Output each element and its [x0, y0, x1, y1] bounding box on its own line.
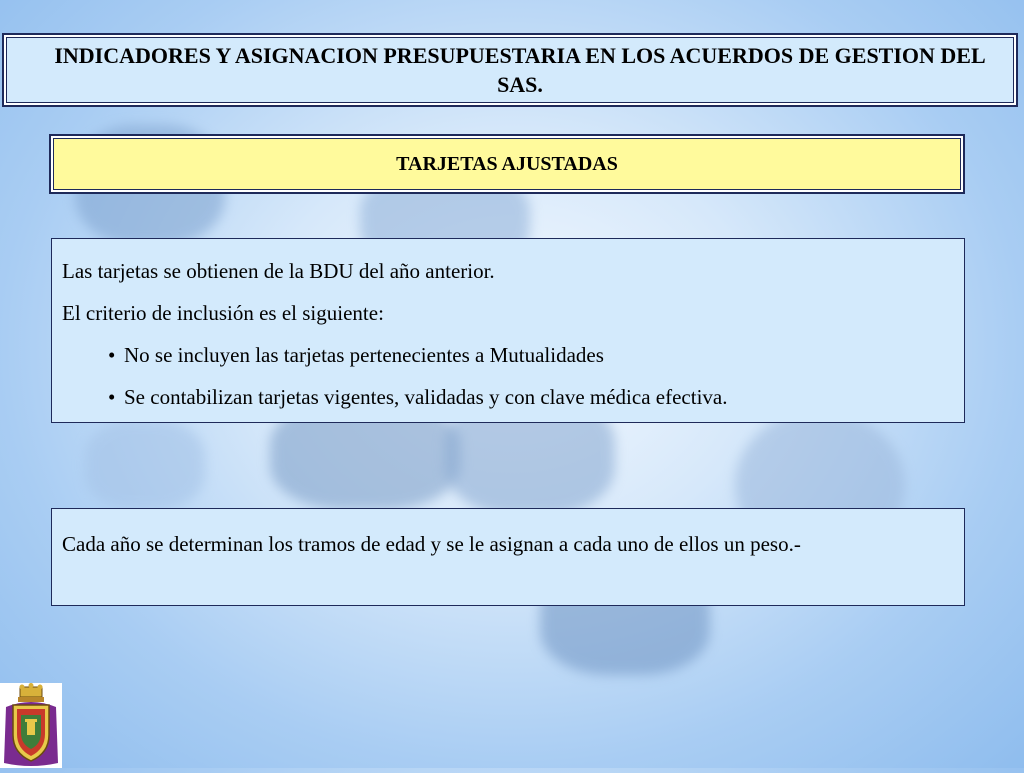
list-item	[62, 381, 954, 413]
bullet-icon: •	[108, 343, 116, 367]
content-box	[51, 238, 965, 423]
criteria-list	[62, 339, 954, 413]
note-box	[51, 508, 965, 606]
background-shape	[85, 420, 205, 510]
list-item	[62, 339, 954, 371]
slide-title-text: INDICADORES Y ASIGNACION PRESUPUESTARIA EN LOS ACUERDOS DE GESTION DEL SAS.	[54, 43, 986, 97]
bullet-icon: •	[108, 385, 116, 409]
content-line-1: Las tarjetas se obtienen de la BDU del año anterior.	[62, 259, 495, 283]
list-item-text: Se contabilizan tarjetas vigentes, validadas y con clave médica efectiva.	[124, 385, 728, 409]
note-text: Cada año se determinan los tramos de edad y se le asignan a cada uno de ellos un peso.-	[62, 532, 801, 556]
coat-of-arms-icon	[0, 683, 62, 768]
list-item-text: No se incluyen las tarjetas pertenecientes a Mutualidades	[124, 343, 604, 367]
slide-title	[2, 33, 1018, 107]
content-line-2: El criterio de inclusión es el siguiente:	[62, 301, 384, 325]
slide-subtitle-text: TARJETAS AJUSTADAS	[396, 152, 618, 175]
slide-subtitle	[49, 134, 965, 194]
